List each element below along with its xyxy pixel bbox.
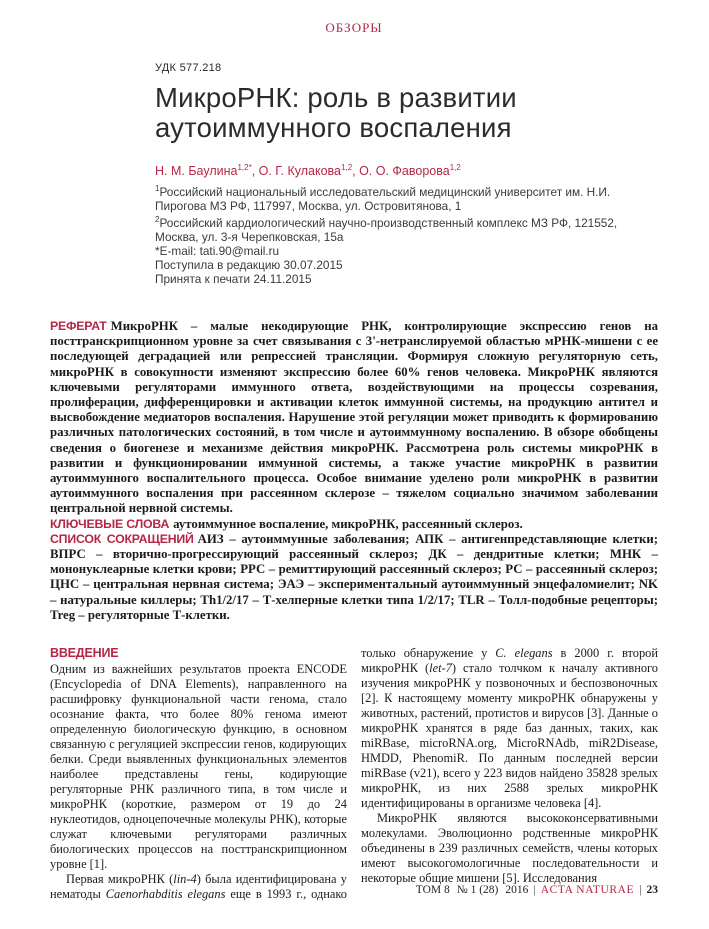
abbreviations-text: АИЗ – аутоиммунные заболевания; АПК – антигенпредставляющие клетки; ВПРС – вторично-прогрессирующий рассеянный склероз; ДК – дендритные клетки; МНК – мононуклеарные клетки крови; РРС – ремиттирующий рассеянный склероз; РС – рассеянный склероз; ЦНС – центральная нервная система; ЭАЭ – экспериментальный аутоиммунный энцефаломиелит; NK – натуральные киллеры; Th1/2/17 – Т-хелперные клетки типа 1/2/17; TLR – Толл-подобные рецепторы; Treg – регуляторные Т-клетки. bbox=[50, 531, 659, 622]
accepted-line: Принята к печати 24.11.2015 bbox=[155, 272, 312, 286]
abstract-label: РЕФЕРАТ bbox=[50, 319, 107, 333]
keywords-text: аутоиммунное воспаление, микроРНК, рассеянный склероз. bbox=[173, 516, 523, 531]
front-matter bbox=[155, 62, 658, 286]
abstract-paragraph bbox=[50, 319, 658, 517]
article-title: МикроРНК: роль в развитии аутоиммунного воспаления bbox=[155, 82, 517, 143]
separator: | bbox=[639, 884, 642, 896]
abstract-text: МикроРНК – малые некодирующие РНК, контролирующие экспрессию генов на посттранскрипционном уровне за счет связывания с 3'-нетранслируемой областью мРНК-мишени с ее последующей деградацией или репрессией трансляции. Формируя сложную регуляторную сеть, микроРНК в совокупности изменяют экспрессию более 60% генов человека. МикроРНК являются ключевыми регуляторами иммунного ответа, воздействующими на процессы созревания, пролиферации, дифференцировки и активации клеток иммунной системы, на продукцию антител и высвобождение медиаторов воспаления. Нарушение этой регуляции может приводить к формированию различных патологических состояний, в том числе и аутоиммунному воспалению. В обзоре обобщены сведения о биогенезе и механизме действия микроРНК. Рассмотрена роль системы микроРНК в развитии и функционировании иммунной системы, а также участие микроРНК в развитии аутоиммунного воспалительного процесса. Особое внимание уделено роли микроРНК в развитии аутоиммунного воспаления при рассеянном склерозе – тяжелом социально значимом заболевании центральной нервной системы. bbox=[50, 319, 658, 516]
page-footer bbox=[416, 884, 658, 896]
udc-label: УДК 577.218 bbox=[155, 62, 222, 74]
journal-page bbox=[50, 20, 658, 904]
introduction-columns bbox=[50, 646, 658, 904]
abstract-block bbox=[50, 319, 658, 623]
paragraph: Первая микроРНК (lin-4) была идентифицирована у нематоды Caenorhabditis elegans еще в 1993 г., однако только обнаружение у C. elegans в 2000 г. второй микроРНК (let-7) стало толчком к началу активного изучения микроРНК у позвоночных и беспозвоночных [2]. К настоящему моменту микроРНК обнаружены у животных, растений, протистов и вирусов [3]. Данные о микроРНК хранятся в ряде баз данных, таких, как miRBase, microRNA.org, MicroRNAdb, miR2Disease, HMDD, PhenomiR. По данным последней версии miRBase (v21), всего у 223 видов найдено 35828 зрелых микроРНК, из них 2588 зрелых микроРНК идентифицированы в организме человека [4]. bbox=[50, 646, 659, 902]
email-line: *E-mail: tati.90@mail.ru bbox=[155, 244, 280, 258]
affiliation-line: $^1$Российский национальный исследовательский медицинский университет им. Н.И. Пирогова МЗ РФ, 117997, Москва, ул. Островитянова, 1 bbox=[155, 184, 611, 214]
paragraph: МикроРНК являются высококонсервативными молекулами. Эволюционно родственные микроРНК объединены в 239 различных семейств, члены которых имеют высокогомологичные последовательности и некоторые общие мишени [5]. Исследования bbox=[361, 811, 658, 886]
abbreviations-label: СПИСОК СОКРАЩЕНИЙ bbox=[50, 531, 194, 546]
year-label: 2016 bbox=[505, 884, 529, 896]
journal-name: ACTA NATURAE bbox=[540, 884, 635, 896]
paragraph: Одним из важнейших результатов проекта ENCODE (Encyclopedia of DNA Elements), направленного на расшифровку функциональной части генома, стало осознание факта, что более 80% генома имеют определенную биологическую функцию, в основном связанную с регуляцией экспрессии генов, кодирующих белки. Среди выявленных функциональных элементов наиболее представлены гены, кодирующие регуляторные РНК различного типа, в том числе и микроРНК (короткие, размером от 19 до 24 нуклеотидов, одноцепочечные молекулы РНК), которые служат ключевыми регуляторами различных биологических процессов на посттранскрипционном уровне [1]. bbox=[50, 662, 347, 872]
introduction-heading: ВВЕДЕНИЕ bbox=[50, 646, 119, 661]
keywords-label: КЛЮЧЕВЫЕ СЛОВА bbox=[50, 516, 170, 531]
abbreviations-paragraph bbox=[50, 532, 658, 623]
separator: | bbox=[533, 884, 536, 896]
affiliations-block bbox=[155, 182, 658, 286]
section-label: ОБЗОРЫ bbox=[325, 20, 383, 35]
keywords-paragraph bbox=[50, 517, 658, 532]
received-line: Поступила в редакцию 30.07.2015 bbox=[155, 258, 343, 272]
volume-label: ТОМ 8 bbox=[415, 884, 450, 896]
issue-label: № 1 (28) bbox=[456, 884, 499, 896]
page-number: 23 bbox=[646, 884, 658, 896]
authors-line: Н. М. Баулина$^{1,2*}$, О. Г. Кулакова$^{1,2}$, О. О. Фаворова$^{1,2}$ bbox=[155, 163, 461, 179]
affiliation-line: $^2$Российский кардиологический научно-производственный комплекс МЗ РФ, 121552, Москва, ул. 3-я Черепковская, 15а bbox=[155, 215, 618, 244]
